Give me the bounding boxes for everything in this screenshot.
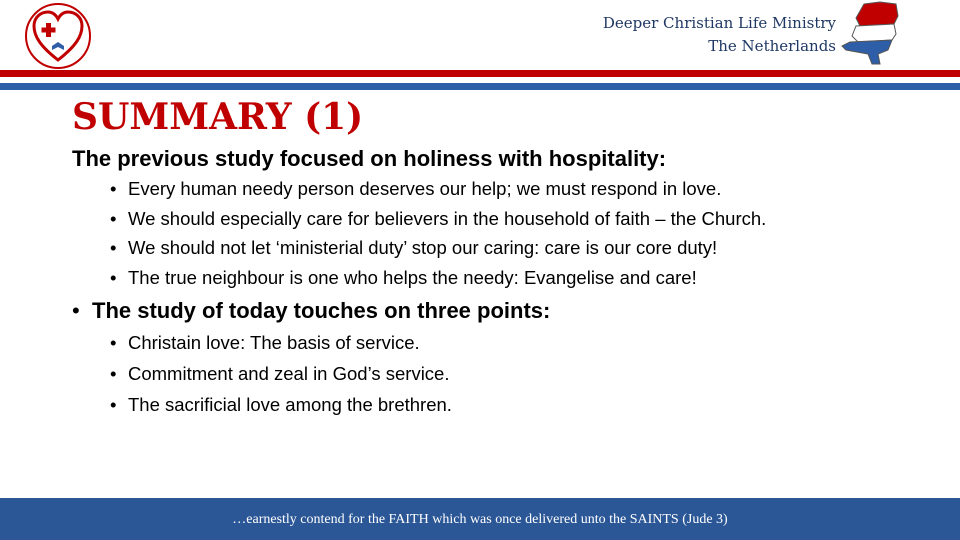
list-item xyxy=(110,389,452,420)
header-line-country: The Netherlands xyxy=(708,37,836,55)
intro-heading: The previous study focused on holiness with hospitality: xyxy=(72,146,667,171)
list-item-text: Every human needy person deserves our help; we must respond in love. xyxy=(128,178,722,199)
list-item-text: We should especially care for believers in the household of faith – the Church. xyxy=(128,207,767,229)
slide-title: SUMMARY (1) xyxy=(72,96,364,138)
bullet-icon: • xyxy=(110,237,117,258)
bullet-icon: • xyxy=(110,207,117,229)
footer-bar xyxy=(0,498,960,540)
bullet-icon: • xyxy=(110,363,117,384)
today-points-list xyxy=(110,327,452,420)
bullet-icon: • xyxy=(110,394,117,415)
today-heading xyxy=(72,294,550,328)
list-item xyxy=(110,358,452,389)
list-item xyxy=(110,327,452,358)
ministry-heart-logo-icon xyxy=(24,2,92,70)
ministry-name xyxy=(603,12,836,58)
header-band-red xyxy=(0,70,960,77)
list-item-text: Commitment and zeal in God’s service. xyxy=(128,363,450,384)
list-item-text: The sacrificial love among the brethren. xyxy=(128,394,452,415)
list-item-text: We should not let ‘ministerial duty’ stop our caring: care is our core duty! xyxy=(128,237,718,258)
list-item xyxy=(110,263,766,293)
header-band-blue xyxy=(0,83,960,90)
list-item xyxy=(110,233,766,263)
previous-points-list xyxy=(110,174,766,292)
footer-scripture: …earnestly contend for the FAITH which was once delivered unto the SAINTS (Jude 3) xyxy=(232,512,728,527)
list-item xyxy=(110,204,766,234)
bullet-icon: • xyxy=(72,298,80,323)
list-item-text: Christain love: The basis of service. xyxy=(128,332,420,353)
bullet-icon: • xyxy=(110,332,117,353)
list-item-text: The true neighbour is one who helps the needy: Evangelise and care! xyxy=(128,266,697,288)
header-line-ministry: Deeper Christian Life Ministry xyxy=(602,14,836,32)
bullet-icon: • xyxy=(110,178,117,199)
today-heading-text: The study of today touches on three points: xyxy=(92,298,551,323)
list-item xyxy=(110,174,766,204)
bullet-icon: • xyxy=(110,266,117,288)
netherlands-map-icon xyxy=(838,0,902,66)
